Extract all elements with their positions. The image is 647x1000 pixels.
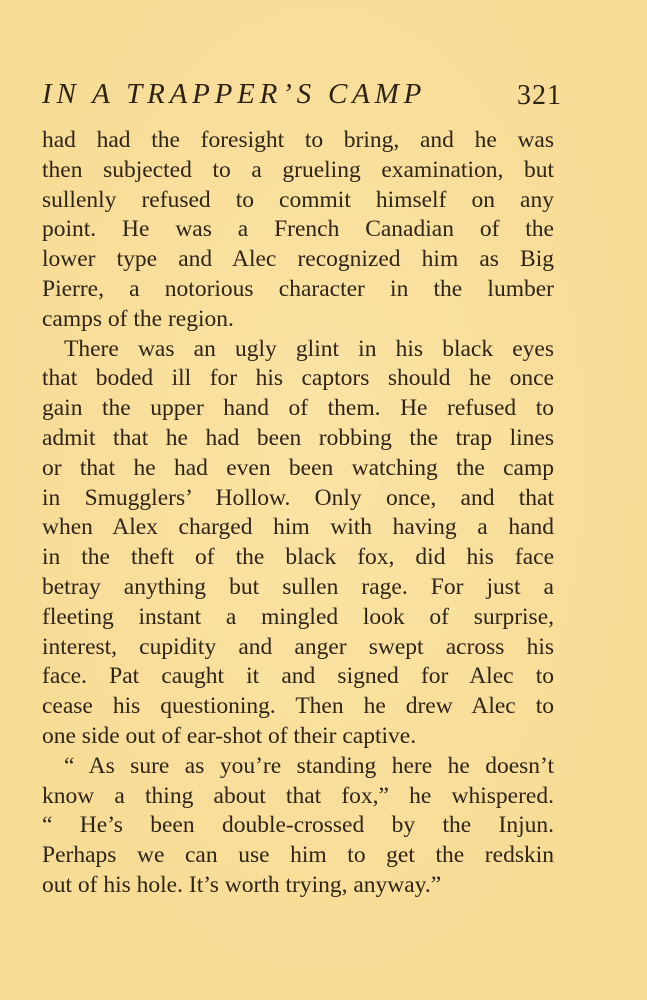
text-line: point. He was a French Canadian of the <box>42 216 554 243</box>
text-line: betray anything but sullen rage. For just a <box>42 573 554 600</box>
running-title: IN A TRAPPER’S CAMP <box>42 78 427 110</box>
text-line: cease his questioning. Then he drew Alec to <box>42 693 554 720</box>
text-line: gain the upper hand of them. He refused to <box>42 395 554 422</box>
text-line: in Smugglers’ Hollow. Only once, and that <box>42 484 554 511</box>
text-line: had had the foresight to bring, and he was <box>42 127 554 153</box>
text-line: Perhaps we can use him to get the redskin <box>42 842 554 869</box>
text-line: that boded ill for his captors should he once <box>42 365 554 392</box>
text-line: admit that he had been robbing the trap lines <box>42 424 554 451</box>
text-line: know a thing about that fox,” he whispered. <box>42 782 554 809</box>
text-line: when Alex charged him with having a hand <box>42 514 554 541</box>
text-line: sullenly refused to commit himself on any <box>42 186 554 213</box>
text-line: one side out of ear-shot of their captive. <box>42 722 417 749</box>
text-line: “ He’s been double-crossed by the Injun. <box>42 812 554 839</box>
text-line: then subjected to a grueling examination, but <box>42 156 554 183</box>
text-line: “ As sure as you’re standing here he doesn’t <box>64 752 554 779</box>
text-line: lower type and Alec recognized him as Big <box>42 246 554 273</box>
page-number: 321 <box>517 80 562 111</box>
running-head <box>42 78 562 118</box>
text-line: or that he had even been watching the camp <box>42 454 554 481</box>
text-line: fleeting instant a mingled look of surprise, <box>42 603 554 630</box>
text-line: in the theft of the black fox, did his face <box>42 544 554 571</box>
text-line: camps of the region. <box>42 305 234 332</box>
body-text <box>42 126 554 901</box>
text-line: out of his hole. It’s worth trying, anyway.” <box>42 871 442 898</box>
text-line: interest, cupidity and anger swept across his <box>42 633 554 660</box>
text-line: face. Pat caught it and signed for Alec to <box>42 663 554 690</box>
text-line: There was an ugly glint in his black eyes <box>64 335 554 362</box>
text-line: Pierre, a notorious character in the lumber <box>42 275 554 302</box>
